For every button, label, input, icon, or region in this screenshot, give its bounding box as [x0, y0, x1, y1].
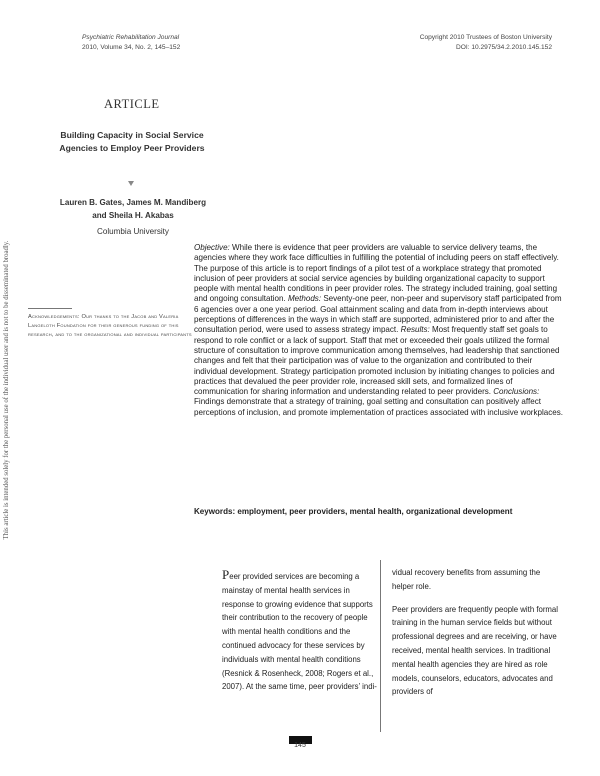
copyright-text: Copyright 2010 Trustees of Boston University — [419, 34, 552, 41]
journal-volume: 2010, Volume 34, No. 2, 145–152 — [82, 44, 181, 51]
body-column-1 — [222, 568, 378, 694]
body-column-2 — [392, 566, 562, 699]
author-list: Lauren B. Gates, James M. Mandiberg and Sheila H. Akabas — [59, 198, 207, 220]
article-label: ARTICLE — [104, 97, 160, 111]
methods-label: Methods: — [287, 294, 322, 304]
doi-text: DOI: 10.2975/34.2.2010.145.152 — [455, 44, 552, 51]
acknowledgements: Acknowledgements: Our thanks to the Jacob and Valeria Langeloth Foundation for their generous funding of this research, and to the organizational and individual participants — [28, 314, 192, 338]
affiliation: Columbia University — [97, 227, 169, 236]
page-number: 145 — [294, 742, 306, 749]
copyright-side-notice — [0, 210, 12, 570]
abstract — [194, 243, 566, 418]
body-column-1-text: eer provided services are becoming a mainstay of mental health services in response to growing evidence that supports their contribution to the recovery of people with mental health conditions and the continued advocacy for these services by individuals with mental health conditions (Resnick & Rosenheck, 2008; Rogers et al., 2007). At the same time, peer providers’ indi- — [222, 572, 377, 692]
side-notice-line-2: This article is intended solely for the personal use of the individual user and is not to be disseminated broadly. — [3, 240, 10, 540]
methods-text: Seventy-one peer, non-peer and supervisory staff participated from 6 agencies over a one year period. Goal attainment scaling and data from in-depth interviews about perceptions of differences in the ways in which staff are supported, administered prior to and after the consultation period, were used to assess strategy impact. — [194, 294, 562, 335]
results-text: Most frequently staff set goals to respond to role conflict or a lack of support. Staff that met or exceeded their goals utilized the formal structure of consultation to improve communication among themselves, had leadership that sanctioned changes and felt that their participation was of value to the organization and contributed to their individual development. Strategy participation promoted inclusion by initiating changes to policies and practices that devalued the peer provider role, increased skill sets, and formalized lines of communication for sharing information and understanding related to peer providers. — [194, 325, 560, 397]
objective-label: Objective: — [194, 243, 230, 252]
triangle-ornament-icon — [128, 181, 134, 186]
column-divider — [380, 560, 381, 732]
copyright-header — [420, 33, 552, 53]
body-paragraph: vidual recovery benefits from assuming the helper role. — [392, 568, 541, 591]
objective-text: While there is evidence that peer providers are valuable to service delivery teams, the agencies where they work face difficulties in fulfilling the potential of including peers on staff effectively. The purpose of this article is to report findings of a pilot test of a workplace strategy that promoted inclusion of peer providers at social service agencies by building organizational capacity to support people with mental health conditions in peer provider roles. The strategy included training, goal setting and ongoing consultation. — [194, 243, 559, 304]
article-title: Building Capacity in Social Service Agencies to Employ Peer Providers — [59, 130, 205, 153]
keywords: Keywords: employment, peer providers, mental health, organizational development — [194, 507, 513, 516]
drop-cap: P — [222, 567, 230, 582]
journal-header — [82, 33, 180, 53]
conclusions-text: Findings demonstrate that a strategy of training, goal setting and consultation can positively affect perceptions of inclusion, and promote implementation of practices associated with inclusive workplaces. — [194, 397, 564, 417]
conclusions-label: Conclusions: — [493, 387, 540, 397]
footnote-divider — [28, 308, 72, 309]
body-paragraph: Peer providers are frequently people with formal training in the human service fields but without professional degrees and are receiving, or have received, mental health services. In traditional mental health agencies they are hired as role models, counselors, educators, advocates and providers of — [392, 604, 558, 697]
journal-name: Psychiatric Rehabilitation Journal — [82, 34, 180, 41]
results-label: Results: — [400, 325, 430, 335]
